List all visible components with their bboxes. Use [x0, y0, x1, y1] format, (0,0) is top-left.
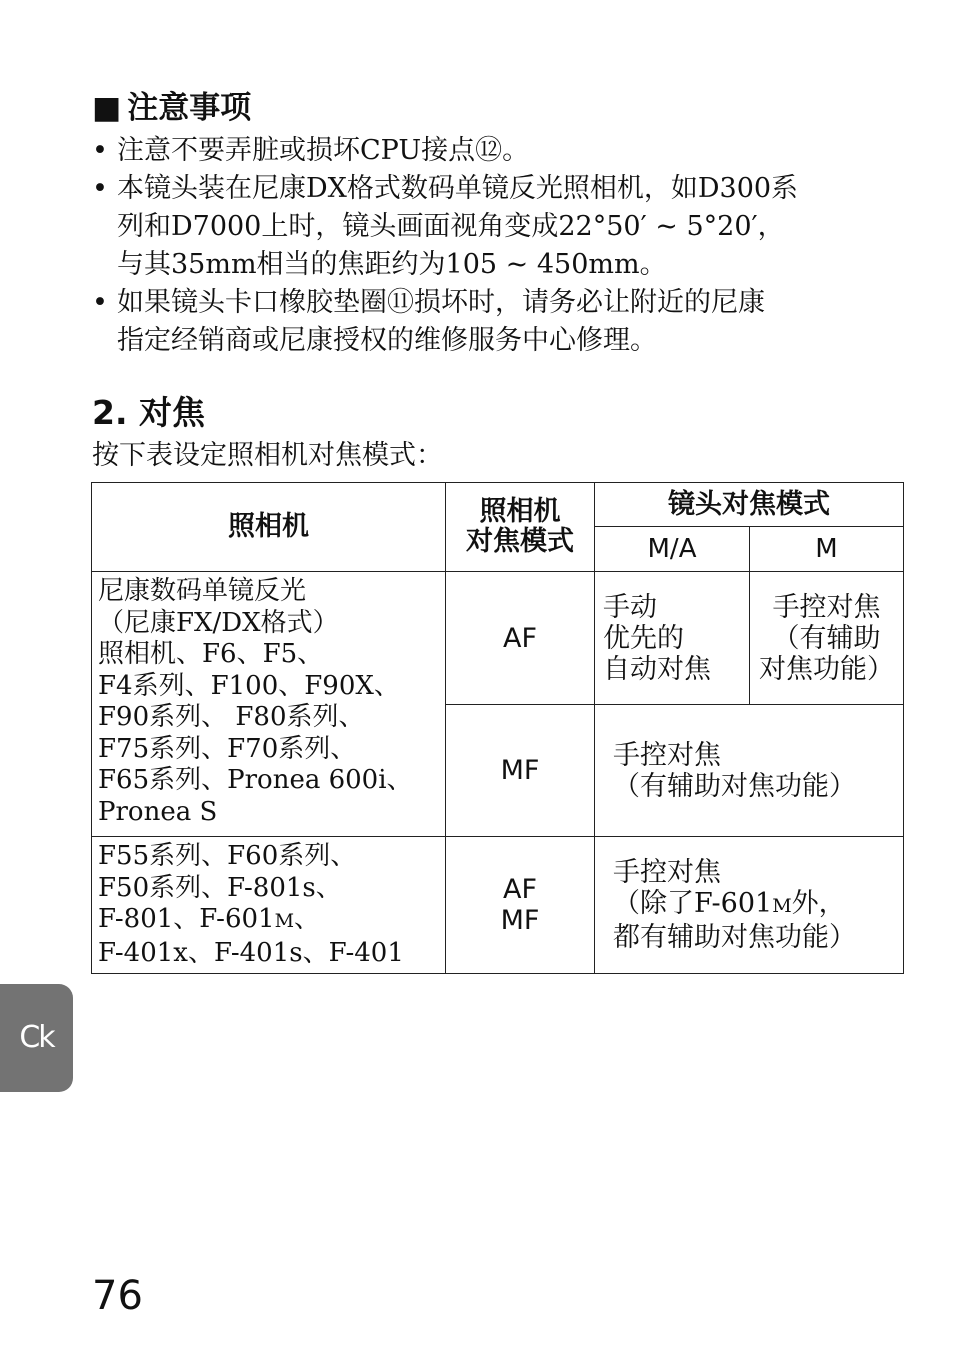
lens-m-cell: 手控对焦 （有辅助 对焦功能） [750, 572, 904, 705]
header-m: M [750, 527, 904, 572]
table-header-row [92, 483, 904, 527]
lens-ma-cell: 手动 优先的 自动对焦 [595, 572, 750, 705]
note-line: 如果镜头卡口橡胶垫圈⑪损坏时，请务必让附近的尼康 [117, 287, 765, 318]
focus-mode-table [91, 482, 904, 974]
lens-both-cell: 手控对焦 （有辅助对焦功能） [595, 705, 904, 837]
precautions-list [92, 132, 907, 360]
camera-list-cell: F55系列、F60系列、 F50系列、F-801s、 F-801、F-601M、 F-401x、F-401s、F-401 [92, 837, 446, 974]
bullet-icon: • [92, 135, 108, 166]
list-item [92, 284, 907, 360]
bullet-icon: • [92, 287, 108, 318]
header-lens-focus-mode: 镜头对焦模式 [595, 483, 904, 527]
page-number: 76 [92, 1273, 143, 1319]
table-row [92, 572, 904, 705]
square-bullet-icon: ■ [92, 90, 122, 126]
note-line: 列和D7000上时，镜头画面视角变成22°50′ ~ 5°20′， [117, 211, 785, 242]
language-side-tab: Ck [0, 984, 73, 1092]
bullet-icon: • [92, 173, 108, 204]
note-line: 与其35mm相当的焦距约为105 ~ 450mm。 [117, 249, 667, 280]
header-ma: M/A [595, 527, 750, 572]
section-heading-precautions [92, 88, 251, 128]
table-row [92, 837, 904, 974]
note-line: 本镜头装在尼康DX格式数码单镜反光照相机，如D300系 [117, 173, 799, 204]
focus-intro-text: 按下表设定照相机对焦模式： [92, 440, 443, 471]
list-item [92, 170, 907, 284]
camera-mode-cell: AF [446, 572, 595, 705]
header-camera-focus-mode: 照相机 对焦模式 [446, 483, 595, 572]
camera-mode-cell: AF MF [446, 837, 595, 974]
list-item [92, 132, 907, 170]
note-line: 注意不要弄脏或损坏CPU接点⑫。 [117, 135, 530, 166]
camera-mode-cell: MF [446, 705, 595, 837]
section-heading-focus: 2. 对焦 [92, 393, 205, 432]
lens-both-cell: 手控对焦 （除了F-601M外， 都有辅助对焦功能） [595, 837, 904, 974]
section-title: 注意事项 [127, 90, 252, 126]
note-line: 指定经销商或尼康授权的维修服务中心修理。 [117, 325, 657, 356]
header-camera: 照相机 [92, 483, 446, 572]
camera-list-cell: 尼康数码单镜反光 （尼康FX/DX格式） 照相机、F6、F5、 F4系列、F100、F90X、 F90系列、 F80系列、 F75系列、F70系列、 F65系列、Pronea 600i、 Pronea S [92, 572, 446, 837]
